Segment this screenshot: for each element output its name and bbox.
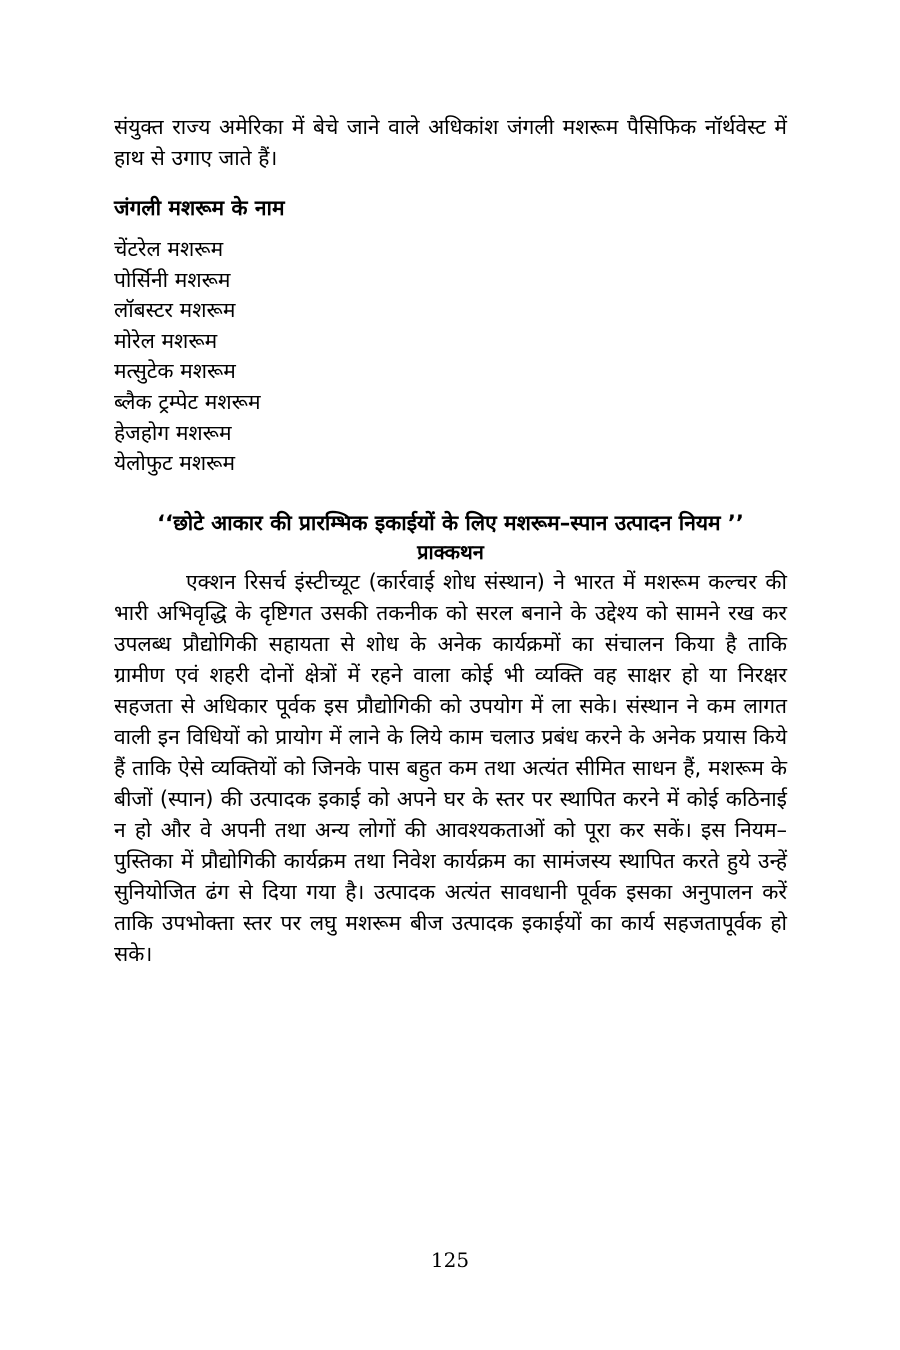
list-item: लॉबस्टर मशरूम — [114, 298, 236, 323]
mushroom-names-list — [114, 234, 787, 479]
page-content — [114, 112, 787, 970]
foreword-paragraph: एक्शन रिसर्च इंस्टीच्यूट (कार्रवाई शोध संस्थान) ने भारत में मशरूम कल्चर की भारी अभिवृद्धि के दृष्टिगत उसकी तकनीक को सरल बनाने के उद्देश्य को सामने रख कर उपलब्ध प्रौद्योगिकी सहायता से शोध के अनेक कार्यक्रमों का संचालन किया है ताकि ग्रामीण एवं शहरी दोनों क्षेत्रों में रहने वाला कोई भी व्यक्ति वह साक्षर हो या निरक्षर सहजता से अधिकार पूर्वक इस प्रौद्योगिकी को उपयोग में ला सके। संस्थान ने कम लागत वाली इन विधियों को प्रायोग में लाने के लिये काम चलाउ प्रबंध करने के अनेक प्रयास किये हैं ताकि ऐसे व्यक्तियों को जिनके पास बहुत कम तथा अत्यंत सीमित साधन हैं, मशरूम के बीजों (स्पान) की उत्पादक इकाई को अपने घर के स्तर पर स्थापित करने में कोई कठिनाई न हो और वे अपनी तथा अन्य लोगों की आवश्यकताओं को पूरा कर सकें। इस नियम–पुस्तिका में प्रौद्योगिकी कार्यक्रम तथा निवेश कार्यक्रम का सामंजस्य स्थापित करते हुये उन्हें सुनियोजित ढंग से दिया गया है। उत्पादक अत्यंत सावधानी पूर्वक इसका अनुपालन करें ताकि उपभोक्ता स्तर पर लघु मशरूम बीज उत्पादक इकाईयों का कार्य सहजतापूर्वक हो सके। — [114, 569, 787, 966]
names-section-heading: जंगली मशरूम के नाम — [114, 196, 285, 220]
list-item: पोर्सिनी मशरूम — [114, 267, 231, 292]
list-item: मोरेल मशरूम — [114, 328, 218, 353]
list-item: हेजहोग मशरूम — [114, 420, 232, 445]
list-item: चेंटरेल मशरूम — [114, 237, 224, 261]
list-item: ब्लैक ट्रम्पेट मशरूम — [114, 389, 261, 414]
list-item: मत्सुटेक मशरूम — [114, 359, 236, 384]
intro-paragraph: संयुक्त राज्य अमेरिका में बेचे जाने वाले अधिकांश जंगली मशरूम पैसिफिक नॉर्थवेस्ट में हाथ से उगाए जाते हैं। — [114, 115, 787, 170]
list-item: येलोफुट मशरूम — [114, 451, 236, 476]
document-title: ‘‘छोटे आकार की प्रारम्भिक इकाईयों के लिए मशरूम–स्पान उत्पादन नियम ’’ — [157, 510, 744, 535]
foreword-heading: प्राक्कथन — [417, 539, 484, 564]
page-number: 125 — [430, 1248, 470, 1272]
